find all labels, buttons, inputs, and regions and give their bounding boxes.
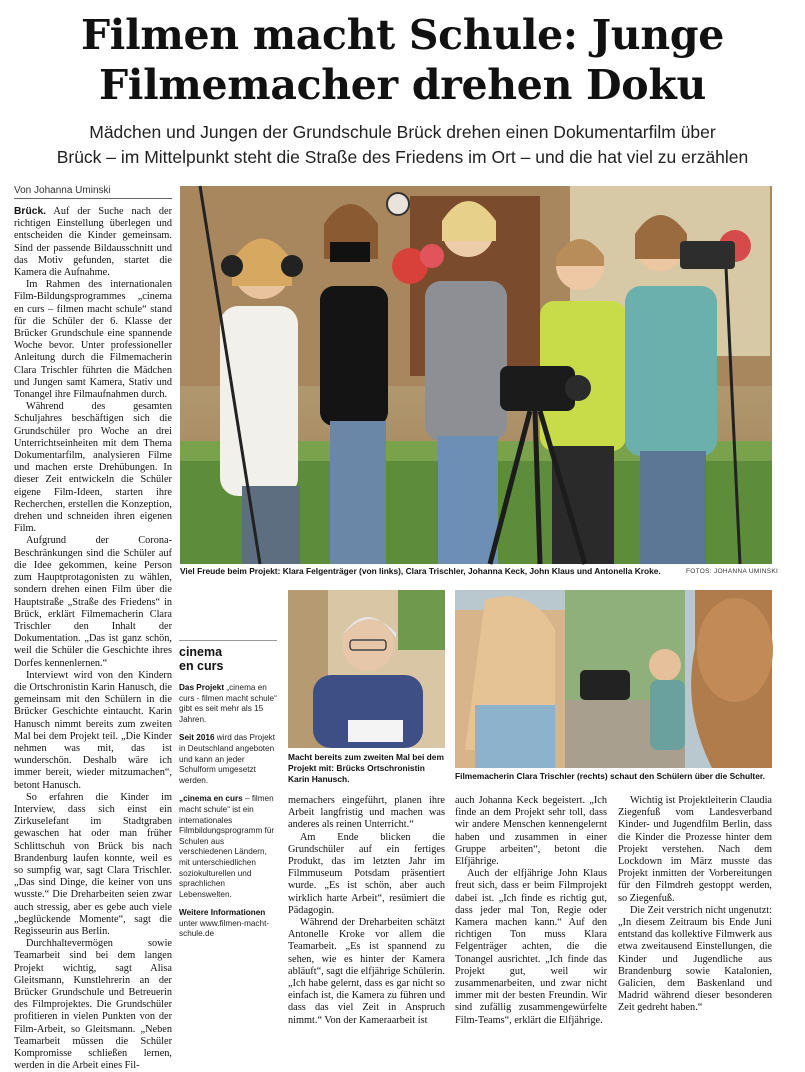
- person-2: [320, 204, 388, 564]
- infobox-rule: [179, 640, 277, 641]
- infobox-title-line-2: en curs: [179, 659, 224, 673]
- article-column-2: [288, 795, 445, 1027]
- article-column-1: [14, 206, 172, 1072]
- subheadline-line-1: Mädchen und Jungen der Grundschule Brück drehen einen Dokumentarfilm über: [89, 122, 716, 142]
- byline: Von Johanna Uminski: [14, 185, 111, 196]
- article-paragraph: Interviewt wird von den Kindern die Ortschronistin Karin Hanusch, die gemeinsam mit den Schülern in die Brücker Geschichte eintaucht. Karin Hanusch nimmt bereits zum zweiten Mal bei dem Projekt teil. „Die Kinder nehmen was mit, das ist wunderschön. Deshalb wäre ich immer bereit, wieder mitzumachen“, betont Hanusch.: [14, 669, 172, 791]
- article-paragraph: Brück. Auf der Suche nach der richtigen Einstellung überlegen und entscheiden die Kinder gemeinsam. Sind der passende Bildausschnitt und das Motiv gefunden, startet die Kamera die Aufnahme.: [14, 206, 172, 279]
- chronist-photo: [288, 590, 445, 748]
- headline-line-2: Filmemacher drehen Doku: [99, 61, 706, 109]
- article-paragraph: Durchhaltevermögen sowie Teamarbeit sind bei dem langen Projekt wichtig, sagt Alisa Gleitsmann, Kunstlehrerin an der Brücker Grundschule und Betreuerin des Filmprojektes. Die Grundschüler profitieren in vielen Punkten von der Film-Arbeit, so Gleitsmann. „Neben Teamarbeit müssen die Schüler Kompromisse schließen lernen, werden in die Arbeit eines Fil-: [14, 938, 172, 1072]
- article-column-3: [455, 795, 607, 1027]
- article-paragraph: Im Rahmen des internationalen Film-Bildungsprogrammes „cinema en curs – filmen macht schule“ stand für die Schüler der 6. Klasse der Brücker Grundschule eine spannende Woche bevor. Unter professioneller Anleitung durch die Filmemacherin Clara Trischler führten die Mädchen und Jungen samt Kamera, Stativ und Tonangel ihre Filmaufnahmen durch.: [14, 279, 172, 401]
- subheadline: [0, 120, 805, 170]
- article-paragraph: memachers eingeführt, planen ihre Arbeit langfristig und machen was anderes als reinen Unterricht.“: [288, 795, 445, 831]
- main-photo: [180, 186, 772, 564]
- filmmaker-photo: [455, 590, 772, 768]
- article-paragraph: Auch der elfjährige John Klaus freut sich, dass er beim Filmprojekt dabei ist. „Ich finde es richtig gut, dass jeder mal Ton, Regie oder Kamera machen kann.“ Auf den richtigen Ton muss Klara Felgenträger achten, die die Tonangel ausrichtet. „Ich finde das Projekt gut, weil wir zusammenarbeiten, und zwar nicht immer mit der besten Freundin. Wir sind zufällig zusammengewürfelte Film-Teams“, erklärt die Elfjährige.: [455, 868, 607, 1026]
- article-paragraph: auch Johanna Keck begeistert. „Ich finde an dem Projekt sehr toll, dass wir andere Menschen kennengelernt haben und zusammen in einer Gruppe arbeiten“, betont die Elfjährige.: [455, 795, 607, 868]
- dateline: Brück.: [14, 206, 47, 217]
- infobox-item: Seit 2016 wird das Projekt in Deutschland angeboten und kann an jeder Schulform umgesetzt werden.: [179, 733, 276, 785]
- article-paragraph: Wichtig ist Projektleiterin Claudia Ziegenfuß vom Landesverband Kinder- und Jugendfilm Berlin, dass die Kinder die Prozesse hinter dem Projekt verstehen. Nach dem Lockdown im März musste das Projekt inmitten der Vorbereitungen für den Filmdreh gestoppt werden, so Ziegenfuß.: [618, 795, 772, 904]
- main-photo-caption: Viel Freude beim Projekt: Klara Felgenträger (von links), Clara Trischler, Johanna Keck, John Klaus und Antonella Kroke.: [180, 566, 661, 576]
- byline-rule: [14, 198, 172, 199]
- article-paragraph: Am Ende blicken die Grundschüler auf ein fertiges Produkt, das im letzten Jahr im Filmmuseum Potsdam präsentiert wurde. „Es ist schön, aber auch wirklich harte Arbeit“, resümiert die Pädagogin.: [288, 831, 445, 916]
- infobox-title: [179, 645, 277, 673]
- headline: [0, 10, 805, 110]
- infobox-item: Weitere Informationen unter www.filmen-macht-schule.de: [179, 908, 270, 939]
- article-paragraph: Während des gesamten Schuljahres beschäftigen sich die Grundschüler pro Woche an drei Unterrichtseinheiten mit dem Thema Dokumentarfilm, analysieren Filme und machen erste Drehübungen. In dieser Zeit entwickeln die Schüler eigene Film-Ideen, starten ihre Recherchen, erstellen die Konzeption, drehen und schneiden ihren eigenen Film.: [14, 401, 172, 535]
- chronist-caption: Macht bereits zum zweiten Mal bei dem Projekt mit: Brücks Ortschronistin Karin Hanusch.: [288, 752, 444, 784]
- headline-line-1: Filmen macht Schule: Junge: [81, 11, 724, 59]
- filmmaker-caption: Filmemacherin Clara Trischler (rechts) schaut den Schülern über die Schulter.: [455, 771, 765, 781]
- subheadline-line-2: Brück – im Mittelpunkt steht die Straße des Friedens im Ort – und die hat viel zu erzählen: [56, 147, 749, 167]
- article-column-4: [618, 795, 772, 1015]
- photo-credit: FOTOS: JOHANNA UMINSKI: [686, 568, 779, 575]
- article-paragraph: So erfahren die Kinder im Interview, dass sich einst ein Zirkuselefant im Stadtgraben gewaschen hat oder man früher Schlittschuh von Brück bis nach Brandenburg laufen konnte, weil es so sumpfig war, sagt Clara Trischler. „Das sind Dinge, die keiner von uns wusste.“ Die Dreharbeiten seien zwar auch stressig, aber es gebe auch viele „beglückende Momente“, sagt die Regisseurin aus Berlin.: [14, 791, 172, 937]
- infobox: [179, 645, 277, 948]
- article-paragraph: Während der Dreharbeiten schätzt Antonelle Kroke vor allem die Teamarbeit. „Es ist spannend zu sehen, wie es hinter der Kamera abläuft“, sagt die elfjährige Schülerin. „Ich habe gelernt, dass es gar nicht so einfach ist, die Kamera zu führen und dass das viel Zeit in Anspruch nimmt.“ Von der Kameraarbeit ist: [288, 917, 445, 1026]
- infobox-item: „cinema en curs – filmen macht schule“ ist ein internationales Filmbildungsprogramm für Schulen aus verschiedenen Ländern, mit unterschiedlichen soziokulturellen und sprachlichen Lebenswelten.: [179, 794, 275, 899]
- infobox-title-line-1: cinema: [179, 645, 223, 659]
- article-paragraph: Aufgrund der Corona-Beschränkungen sind die Schüler auf die Idee gekommen, keine Person zum Hauptprotagonisten zu wählen, sondern drehen einen Film über die Hauptstraße „Straße des Friedens“ in Brück, erklärt Filmemacherin Clara Trischler den Inhalt der Dokumentation. „Das ist ganz schön, weil die Schüler die Geschichte ihres Dorfes kennenlernen.“: [14, 535, 172, 669]
- infobox-item: Das Projekt „cinema en curs - filmen macht schule“ gibt es seit mehr als 15 Jahren.: [179, 683, 277, 724]
- article-paragraph: Die Zeit verstrich nicht ungenutzt: „In diesem Zeitraum bis Ende Juni entstand das kollektive Filmwerk aus etwa zweitausend Einstellungen, die Kinder und Jugendliche aus Brandenburg sowie Katalonien, Galicien, dem Baskenland und Madrid während dieser besonderen Zeit gedreht haben.“: [618, 904, 772, 1014]
